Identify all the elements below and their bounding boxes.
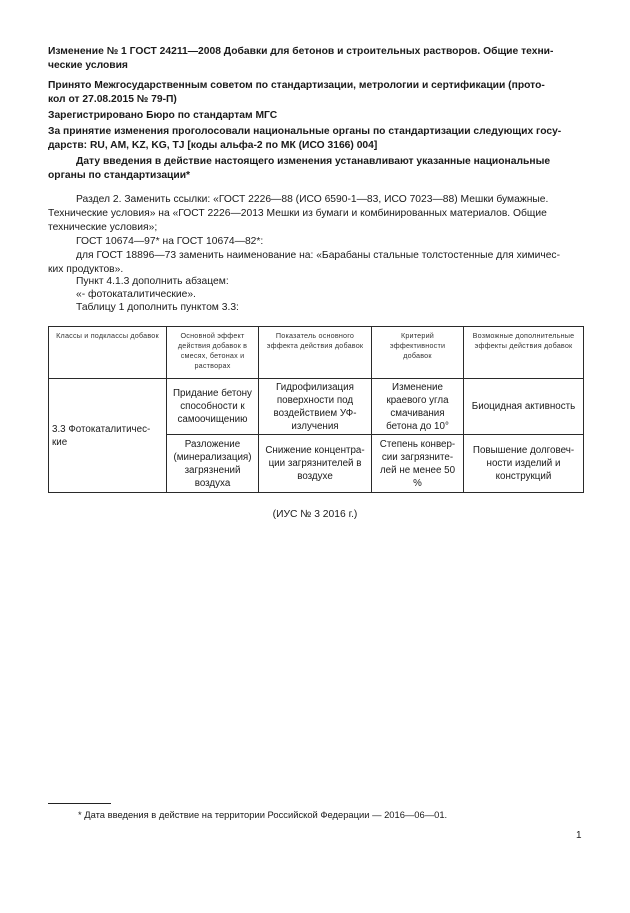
table-class-cell: 3.3 Фотокаталитичес-кие xyxy=(49,379,167,493)
table-cell: Повышение долговеч-ности изделий и конструкций xyxy=(464,435,584,493)
accepted-line2: кол от 27.08.2015 № 79-П) xyxy=(48,94,177,105)
table-header-row xyxy=(49,327,584,379)
footnote-divider xyxy=(48,803,111,804)
effective-date-statement xyxy=(48,155,584,183)
table-cell: Изменение краевого угла смачивания бетона до 10° xyxy=(372,379,464,435)
table-row xyxy=(49,379,584,435)
table-cell: Разложение (минерализация) загрязнений воздуха xyxy=(167,435,259,493)
ius-reference: (ИУС № 3 2016 г.) xyxy=(272,509,358,520)
effective-line1: Дату введения в действие настоящего изменения устанавливают указанные национальные xyxy=(76,156,551,167)
table-header-cell: Основной эффект действия добавок в смесях, бетонах и растворах xyxy=(167,327,259,379)
additives-table xyxy=(48,326,584,493)
table-cell: Снижение концентра-ции загрязнителей в воздухе xyxy=(259,435,372,493)
table-header-cell: Показатель основного эффекта действия добавок xyxy=(259,327,372,379)
paragraph-photocatalytic: «- фотокаталитические». xyxy=(76,289,196,300)
voted-line2: дарств: RU, AM, KZ, KG, TJ [коды альфа-2 по МК (ИСО 3166) 004] xyxy=(48,140,378,151)
section2-line1: Раздел 2. Заменить ссылки: «ГОСТ 2226—88 (ИСО 6590-1—83, ИСО 7023—88) Мешки бумажные. xyxy=(76,194,549,205)
paragraph-clause413: Пункт 4.1.3 дополнить абзацем: xyxy=(76,276,229,287)
page-number: 1 xyxy=(576,830,582,841)
paragraph-table1: Таблицу 1 дополнить пунктом 3.3: xyxy=(76,302,239,313)
table-cell: Биоцидная активность xyxy=(464,379,584,435)
gost18896-line2: ких продуктов». xyxy=(48,264,124,275)
table-header-cell: Критерий эффективности добавок xyxy=(372,327,464,379)
amendment-title-line2: ческие условия xyxy=(48,60,128,71)
footnote: * Дата введения в действие на территории Российской Федерации — 2016—06—01. xyxy=(78,809,448,820)
accepted-line1: Принято Межгосударственным советом по стандартизации, метрологии и сертификации (прото- xyxy=(48,80,545,91)
voted-line1: За принятие изменения проголосовали национальные органы по стандартизации следующих госу- xyxy=(48,126,562,137)
registered-statement: Зарегистрировано Бюро по стандартам МГС xyxy=(48,110,278,121)
table-cell: Гидрофилизация поверхности под воздействием УФ-излучения xyxy=(259,379,372,435)
table-header-cell: Возможные дополнительные эффекты действия добавок xyxy=(464,327,584,379)
gost18896-line1: для ГОСТ 18896—73 заменить наименование на: «Барабаны стальные толстостенные для химичес- xyxy=(76,250,561,261)
amendment-title xyxy=(48,45,584,73)
table-cell: Придание бетону способности к самоочищению xyxy=(167,379,259,435)
paragraph-gost10674: ГОСТ 10674—97* на ГОСТ 10674—82*: xyxy=(76,236,264,247)
section2-line3: технические условия»; xyxy=(48,222,158,233)
paragraph-section2 xyxy=(48,193,584,235)
accepted-statement xyxy=(48,79,584,107)
amendment-title-line1: Изменение № 1 ГОСТ 24211—2008 Добавки для бетонов и строительных растворов. Общие техни- xyxy=(48,46,554,57)
effective-line2: органы по стандартизации* xyxy=(48,170,191,181)
table-cell: Степень конвер-сии загрязните-лей не менее 50 % xyxy=(372,435,464,493)
table-header-cell: Классы и подклассы добавок xyxy=(49,327,167,379)
section2-line2: Технические условия» на «ГОСТ 2226—2013 Мешки из бумаги и комбинированных материалов. Общие xyxy=(48,208,547,219)
paragraph-gost18896 xyxy=(48,249,584,277)
voted-statement xyxy=(48,125,584,153)
